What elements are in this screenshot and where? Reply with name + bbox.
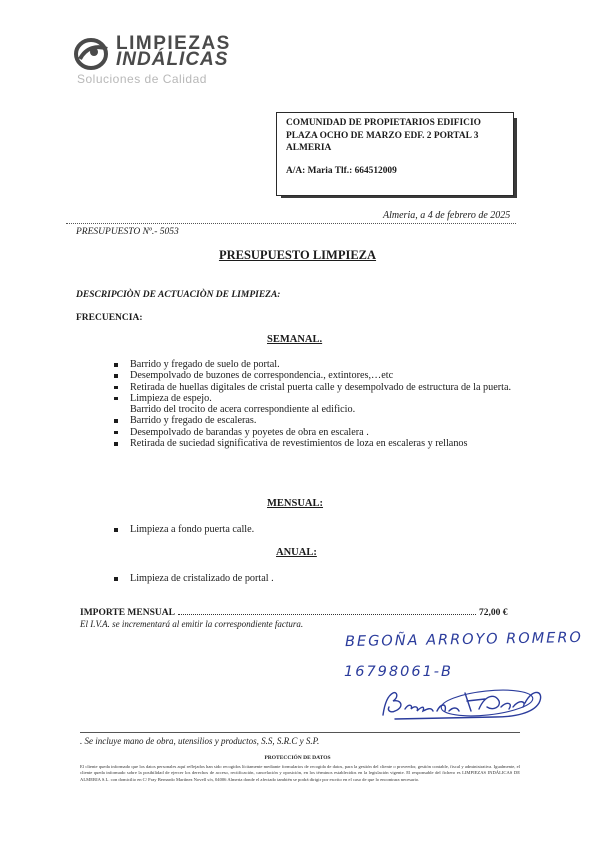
budget-number: PRESUPUESTO Nº.- 5053 (76, 227, 179, 237)
document-date: Almeria, a 4 de febrero de 2025 (383, 210, 511, 221)
weekly-task-item: Barrido del trocito de acera correspondiente al edificio. (130, 404, 356, 416)
amount-value: 72,00 € (478, 608, 508, 618)
monthly-task-list (114, 524, 519, 535)
handwritten-name: BEGOÑA ARROYO ROMERO (344, 629, 584, 651)
weekly-task-item: Retirada de suciedad significativa de revestimientos de loza en escaleras y rellanos (114, 438, 519, 449)
recipient-line: ALMERIA (286, 143, 332, 153)
weekly-task-item: Desempolvado de buzones de correspondencia., extintores,…etc (114, 370, 519, 381)
date-divider (66, 223, 516, 224)
monthly-amount-row (80, 606, 510, 618)
vat-note: El I.V.A. se incrementará al emitir la correspondiente factura. (80, 619, 304, 629)
description-heading: DESCRIPCIÒN DE ACTUACIÒN DE LIMPIEZA: (76, 290, 281, 300)
weekly-task-item: Limpieza de espejo. (114, 393, 519, 404)
monthly-task-item: Limpieza a fondo puerta calle. (114, 524, 519, 535)
privacy-notice: El cliente queda informado que los datos personales aquí reflejados han sido recogidos lícitamente mediante formularios de recogida de datos, para la gestión del cliente o proveedor, gestión contable, fiscal y administrativa. Igualmente, el cliente queda informado sobre la posibilidad de ejercer los derechos de acceso, rectificación, cancelación y oposición, en los términos establecidos en la legislación vigente. El responsable del fichero es LIMPIEZAS INDÁLICAS DE ALMERIA S.L. con domicilio en C/ Fray Bernardo Martínez Novell s/n, 04006 Almeria donde el afectado también se podrá dirigir por escrito en el caso de que lo encontrara necesario. (80, 764, 520, 782)
document-title: PRESUPUESTO LIMPIEZA (218, 248, 377, 262)
handwritten-id: 16798061-B (344, 664, 453, 680)
weekly-task-item: Barrido y fregado de escaleras. (114, 415, 519, 426)
company-tagline: Soluciones de Calidad (77, 72, 207, 86)
inclusions-note: . Se incluye mano de obra, utensilios y productos, S.S, S.R.C y S.P. (80, 736, 320, 746)
company-name-line2: INDÁLICAS (116, 49, 229, 70)
amount-label: IMPORTE MENSUAL (80, 608, 175, 618)
privacy-heading: PROTECCIÓN DE DATOS (264, 755, 331, 761)
company-logo-icon (74, 37, 110, 71)
recipient-address (286, 117, 481, 155)
address-box-shadow (514, 118, 517, 198)
amount-leader-dots (178, 606, 476, 615)
recipient-line: PLAZA OCHO DE MARZO EDF. 2 PORTAL 3 (286, 130, 479, 141)
footer-divider (80, 732, 520, 733)
weekly-task-item: Desempolvado de barandas y poyetes de obra en escalera . (114, 427, 519, 438)
annual-task-list (114, 573, 519, 584)
weekly-heading: SEMANAL. (267, 334, 323, 345)
weekly-task-item: Retirada de huellas digitales de cristal puerta calle y desempolvado de estructura de la puerta. (114, 382, 519, 393)
annual-task-item: Limpieza de cristalizado de portal . (114, 573, 519, 584)
company-name-line1: LIMPIEZAS (116, 33, 231, 54)
weekly-task-item: Barrido y fregado de suelo de portal. (114, 359, 519, 370)
signature-icon (375, 681, 550, 725)
frequency-label: FRECUENCIA: (76, 313, 143, 323)
annual-heading: ANUAL: (276, 547, 317, 558)
recipient-line: COMUNIDAD DE PROPIETARIOS EDIFICIO (286, 118, 481, 128)
recipient-attention: A/A: Maria Tlf.: 664512009 (286, 166, 397, 176)
monthly-heading: MENSUAL: (267, 498, 324, 509)
weekly-task-list (114, 359, 519, 449)
